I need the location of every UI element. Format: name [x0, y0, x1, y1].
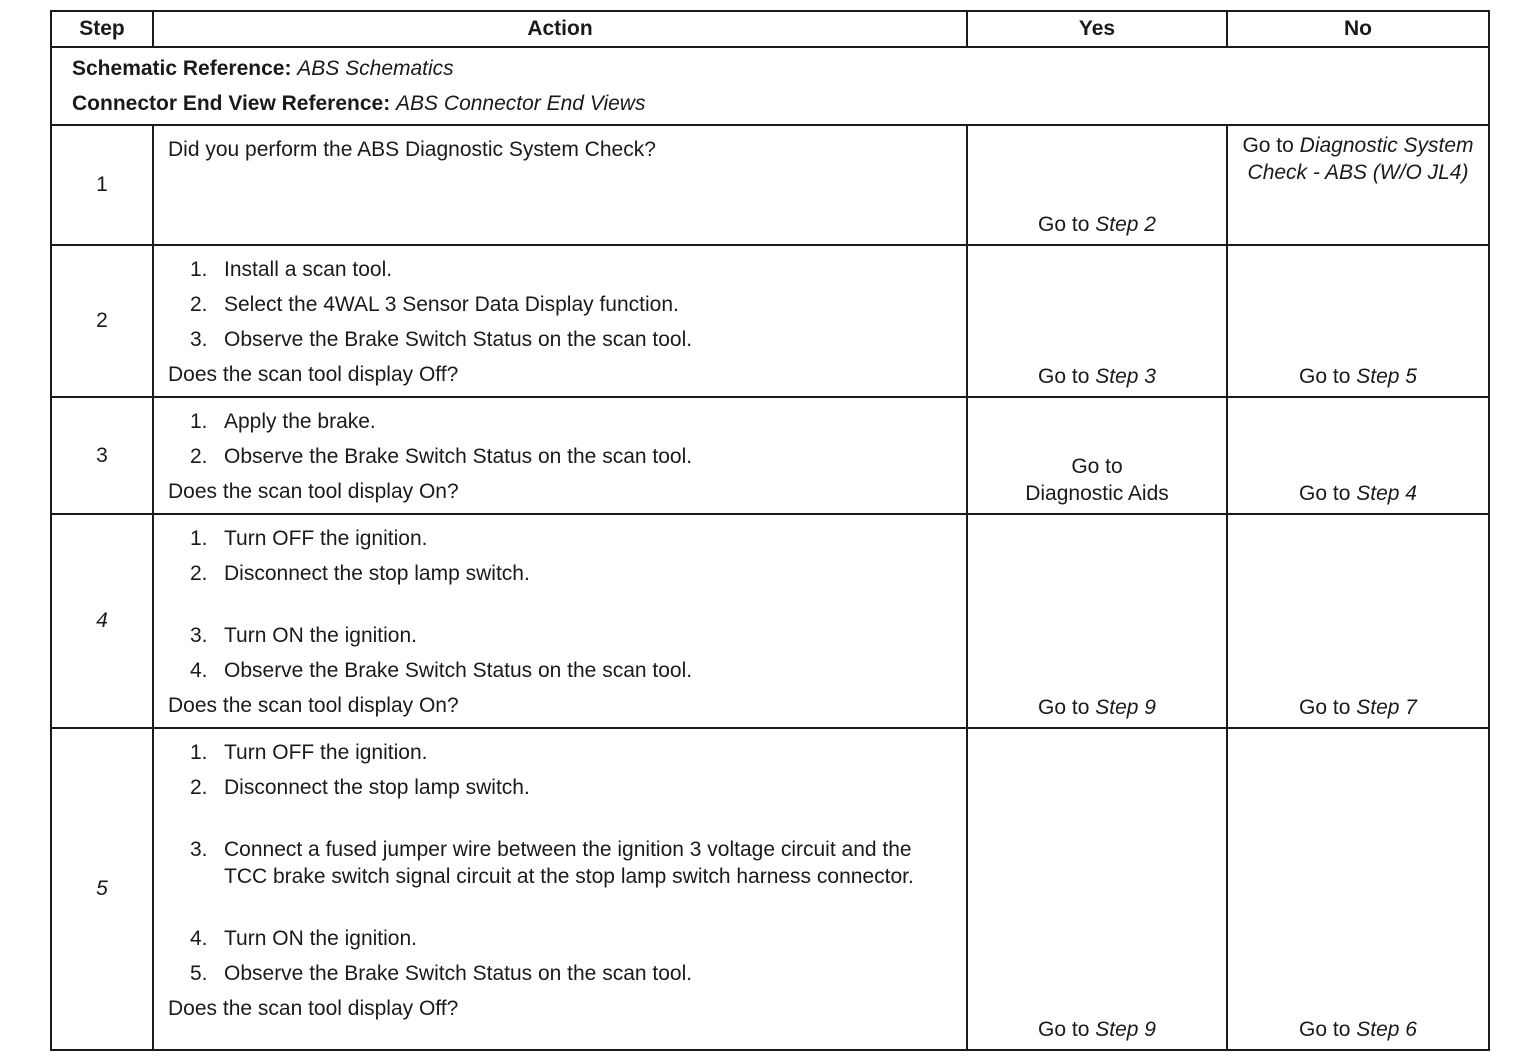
list-item: 3. Observe the Brake Switch Status on the scan tool. [190, 327, 693, 351]
yes-link[interactable]: Diagnostic Aids [1025, 482, 1169, 505]
no-cell [1227, 245, 1489, 397]
no-prefix: Go to [1242, 134, 1294, 157]
schematic-reference-label: Schematic Reference: [72, 57, 292, 80]
yes-prefix: Go to [1038, 696, 1090, 719]
yes-cell [967, 397, 1227, 514]
step-question: Does the scan tool display Off? [168, 996, 459, 1020]
step-question: Does the scan tool display On? [168, 693, 459, 717]
table-row [51, 728, 1489, 1050]
yes-cell [967, 728, 1227, 1050]
yes-prefix: Go to [1071, 455, 1123, 478]
step-number: 3 [51, 397, 153, 514]
yes-link[interactable]: Step 3 [1095, 365, 1156, 388]
no-cell [1227, 397, 1489, 514]
no-prefix: Go to [1299, 365, 1351, 388]
action-cell [153, 245, 967, 397]
list-item: 3. Turn ON the ignition. [190, 623, 417, 647]
no-cell [1227, 125, 1489, 245]
header-action: Action [153, 11, 967, 47]
no-prefix: Go to [1299, 482, 1351, 505]
step-question: Did you perform the ABS Diagnostic System Check? [168, 137, 656, 161]
reference-cell [51, 47, 1489, 125]
step-number: 1 [51, 125, 153, 245]
no-cell [1227, 514, 1489, 728]
header-step: Step [51, 11, 153, 47]
no-link[interactable]: Step 5 [1356, 365, 1417, 388]
yes-link[interactable]: Step 2 [1095, 213, 1156, 236]
list-item: 1. Turn OFF the ignition. [190, 740, 428, 764]
list-item: 4. Observe the Brake Switch Status on the scan tool. [190, 658, 693, 682]
action-cell [153, 728, 967, 1050]
yes-link[interactable]: Step 9 [1095, 1018, 1156, 1041]
action-cell [153, 125, 967, 245]
no-prefix: Go to [1299, 1018, 1351, 1041]
list-item: 1. Install a scan tool. [190, 257, 393, 281]
list-item: 4. Turn ON the ignition. [190, 926, 417, 950]
list-item: 3. Connect a fused jumper wire between the ignition 3 voltage circuit and the TCC brake switch signal circuit at the stop lamp switch harness connector. [190, 838, 914, 888]
header-row [51, 11, 1489, 47]
step-question: Does the scan tool display Off? [168, 362, 459, 386]
list-item: 5. Observe the Brake Switch Status on the scan tool. [190, 961, 693, 985]
yes-prefix: Go to [1038, 213, 1090, 236]
schematic-reference-link[interactable]: ABS Schematics [297, 57, 454, 80]
step-number: 2 [51, 245, 153, 397]
table-row [51, 514, 1489, 728]
table-row [51, 397, 1489, 514]
action-cell [153, 397, 967, 514]
no-prefix: Go to [1299, 696, 1351, 719]
no-link[interactable]: Step 6 [1356, 1018, 1417, 1041]
step-number: 5 [51, 728, 153, 1050]
yes-cell [967, 245, 1227, 397]
yes-link[interactable]: Step 9 [1095, 696, 1156, 719]
action-cell [153, 514, 967, 728]
no-link[interactable]: Step 7 [1356, 696, 1417, 719]
table-row [51, 245, 1489, 397]
reference-row [51, 47, 1489, 125]
no-link[interactable]: Diagnostic System Check - ABS (W/O JL4) [1247, 134, 1474, 184]
header-no: No [1227, 11, 1489, 47]
yes-prefix: Go to [1038, 1018, 1090, 1041]
header-yes: Yes [967, 11, 1227, 47]
no-link[interactable]: Step 4 [1356, 482, 1417, 505]
list-item: 2. Disconnect the stop lamp switch. [190, 775, 530, 799]
list-item: 2. Observe the Brake Switch Status on the scan tool. [190, 444, 693, 468]
diagnostic-table [50, 10, 1490, 1051]
connector-reference-link[interactable]: ABS Connector End Views [396, 92, 646, 115]
list-item: 2. Select the 4WAL 3 Sensor Data Display function. [190, 292, 679, 316]
yes-cell [967, 514, 1227, 728]
list-item: 2. Disconnect the stop lamp switch. [190, 561, 530, 585]
list-item: 1. Turn OFF the ignition. [190, 526, 428, 550]
yes-cell [967, 125, 1227, 245]
list-item: 1. Apply the brake. [190, 409, 376, 433]
step-number: 4 [51, 514, 153, 728]
step-question: Does the scan tool display On? [168, 479, 459, 503]
no-cell [1227, 728, 1489, 1050]
yes-prefix: Go to [1038, 365, 1090, 388]
table-row [51, 125, 1489, 245]
connector-reference-label: Connector End View Reference: [72, 92, 391, 115]
